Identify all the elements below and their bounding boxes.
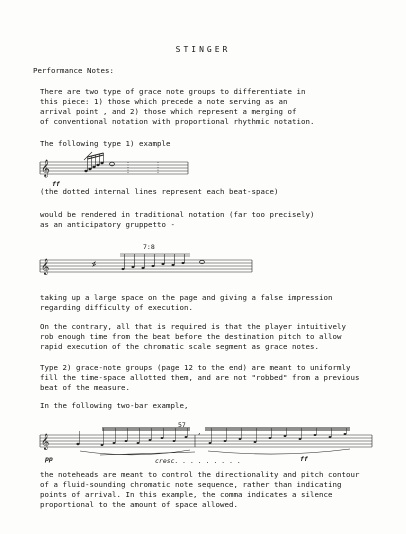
example2-tuplet: 7:8 (143, 243, 155, 251)
para2-line-2: as an anticipatory gruppetto - (40, 220, 175, 229)
section-heading: Performance Notes: (33, 66, 114, 75)
example1-label: The following type 1) example (40, 139, 171, 148)
para4-line-1: On the contrary, all that is required is that the player intuitively (40, 322, 346, 331)
para6-line-4: proportional to the amount of space allowed. (40, 500, 238, 509)
para6-line-3: points of arrival. In this example, the comma indicates a silence (40, 490, 333, 499)
example1-dynamic: ff (52, 180, 60, 188)
example3-cresc: cresc. . . . . . . . . (155, 457, 242, 465)
svg-text:,: , (198, 427, 201, 436)
para5-line-2: fill the time-space allotted them, and are not "robbed" from a previous (40, 373, 360, 382)
para1-line-4: of conventional notation with proportional rhythmic notation. (40, 117, 315, 126)
example2-staff (40, 250, 255, 280)
para1-line-1: There are two type of grace note groups to differentiate in (40, 87, 306, 96)
example3-dynamic-ff: ff (300, 455, 308, 463)
para3-line-2: regarding difficulty of execution. (40, 303, 193, 312)
para5-line-1: Type 2) grace-note groups (page 12 to the end) are meant to uniformly (40, 363, 351, 372)
para6-line-2: of a fluid-sounding chromatic note sequence, rather than indicating (40, 480, 342, 489)
para5-line-3: beat of the measure. (40, 383, 130, 392)
para6-line-1: the noteheads are meant to control the directionality and pitch contour (40, 470, 360, 479)
svg-text:𝄞: 𝄞 (41, 259, 50, 275)
example1-caption: (the dotted internal lines represent each beat-space) (40, 187, 279, 196)
para4-line-2: rob enough time from the beat before the destination pitch to allow (40, 332, 342, 341)
para1-line-2: this piece: 1) those which precede a note serving as an (40, 97, 288, 106)
example3-label: In the following two-bar example, (40, 401, 189, 410)
para4-line-3: rapid execution of the chromatic scale segment as grace notes. (40, 342, 319, 351)
page-title: STINGER (175, 45, 231, 54)
svg-text:𝄞: 𝄞 (41, 159, 50, 177)
svg-text:𝄞: 𝄞 (41, 434, 50, 450)
para2-line-1: would be rendered in traditional notation (far too precisely) (40, 210, 315, 219)
para1-line-3: arrival point , and 2) those which represent a merging of (40, 107, 297, 116)
example3-staff (40, 425, 375, 459)
example3-tuplet: 57 (178, 421, 186, 429)
example3-dynamic-pp: pp (45, 455, 53, 463)
example1-staff (40, 150, 190, 190)
para3-line-1: taking up a large space on the page and giving a false impression (40, 293, 333, 302)
